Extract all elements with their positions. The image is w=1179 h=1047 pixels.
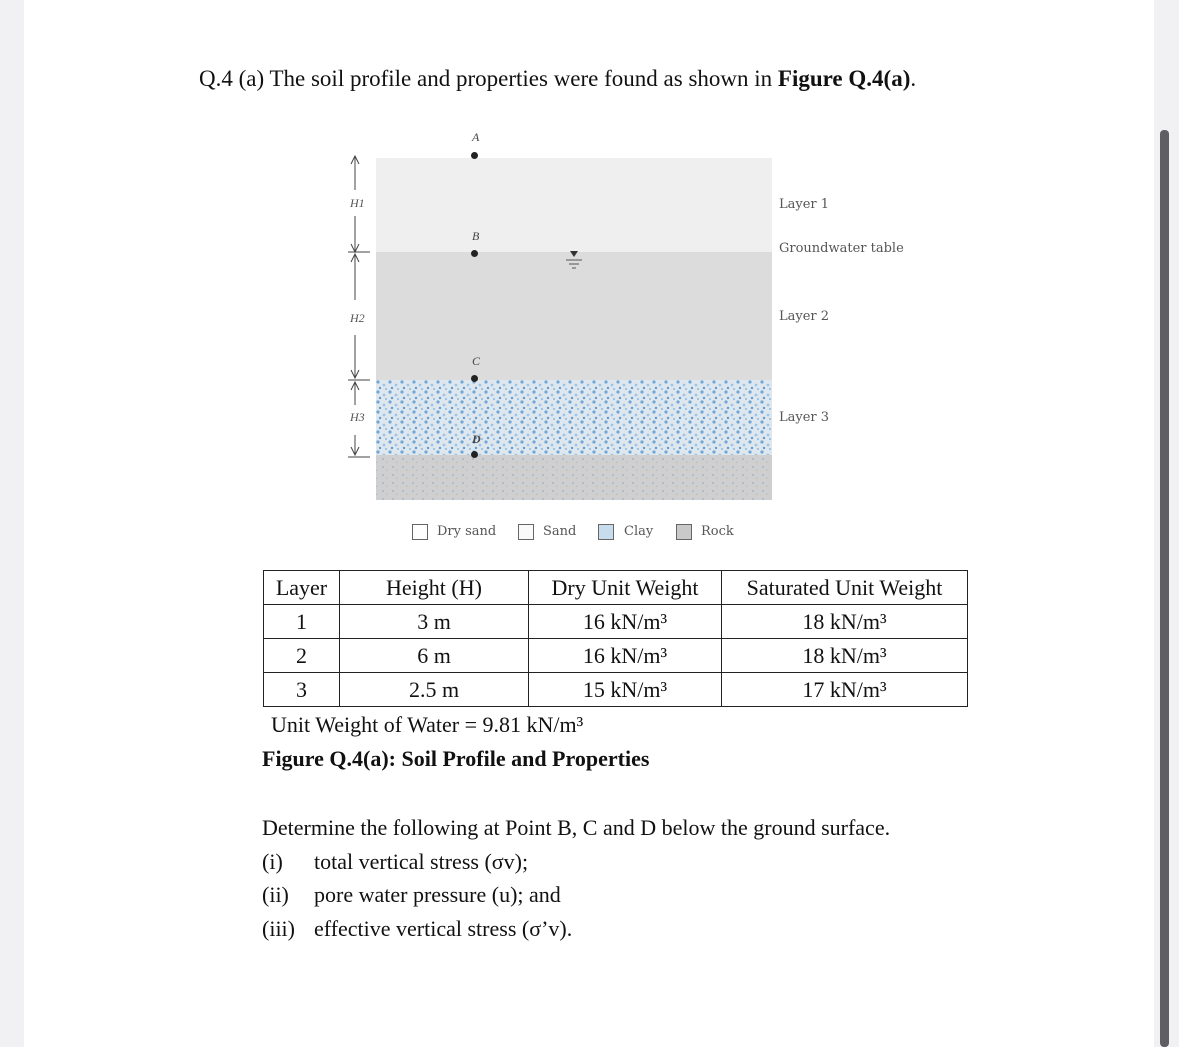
layer1-label: Layer 1	[779, 197, 830, 212]
table-cell: 17 kN/m³	[722, 673, 968, 707]
table-row	[264, 639, 968, 673]
table-row	[264, 605, 968, 639]
table-cell: 6 m	[340, 639, 529, 673]
layer2-sand	[376, 252, 772, 380]
layer2-label: Layer 2	[779, 309, 830, 324]
point-a-marker	[471, 152, 478, 159]
task-item-text: effective vertical stress (σ’v).	[314, 916, 573, 941]
point-d-marker	[471, 451, 478, 458]
legend-sand-label: Sand	[543, 524, 577, 539]
legend-rock-label: Rock	[701, 524, 734, 539]
heading-prefix: Q.4 (a) The soil profile and properties were found as shown in	[199, 66, 778, 91]
point-label-b: B	[472, 229, 480, 243]
groundwater-label: Groundwater table	[779, 241, 904, 256]
table-cell: 3 m	[340, 605, 529, 639]
table-cell: 16 kN/m³	[529, 639, 722, 673]
heading-suffix: .	[910, 66, 917, 91]
rock-base	[376, 455, 772, 500]
task-item-num: (i)	[262, 849, 283, 874]
table-cell: 15 kN/m³	[529, 673, 722, 707]
legend-dry-sand-label: Dry sand	[437, 524, 497, 539]
height-label-h2: H2	[350, 311, 365, 325]
point-label-d: D	[472, 432, 481, 446]
height-label-h3: H3	[350, 410, 365, 424]
point-b-marker	[471, 250, 478, 257]
water-unit-weight-note: Unit Weight of Water = 9.81 kN/m³	[271, 712, 584, 737]
point-label-a: A	[472, 130, 480, 144]
task-item-text: total vertical stress (σv);	[314, 849, 529, 874]
table-header: Saturated Unit Weight	[722, 571, 968, 605]
figure-caption: Figure Q.4(a): Soil Profile and Properties	[262, 746, 650, 771]
legend-clay-swatch	[598, 524, 614, 540]
soil-profile-figure	[340, 120, 800, 520]
table-row	[264, 673, 968, 707]
table-cell: 3	[264, 673, 340, 707]
task-intro: Determine the following at Point B, C and D below the ground surface.	[262, 815, 891, 840]
layer3-clay	[376, 380, 772, 462]
scrollbar[interactable]	[1160, 130, 1169, 1047]
legend-rock-swatch	[676, 524, 692, 540]
layer1-dry-sand	[376, 158, 772, 252]
point-label-c: C	[472, 354, 481, 368]
table-header-row	[264, 571, 968, 605]
task-item-text: pore water pressure (u); and	[314, 882, 561, 907]
task-item-num: (ii)	[262, 882, 289, 907]
task-item-num: (iii)	[262, 916, 295, 941]
point-c-marker	[471, 375, 478, 382]
legend-dry-sand-swatch	[412, 524, 428, 540]
table-cell: 2.5 m	[340, 673, 529, 707]
table-header: Height (H)	[340, 571, 529, 605]
soil-properties-table	[263, 570, 968, 707]
table-cell: 1	[264, 605, 340, 639]
legend-clay-label: Clay	[624, 524, 654, 539]
question-heading	[199, 66, 916, 92]
legend-sand-swatch	[518, 524, 534, 540]
height-label-h1: H1	[350, 196, 365, 210]
heading-figure-ref: Figure Q.4(a)	[777, 66, 911, 91]
table-cell: 18 kN/m³	[722, 639, 968, 673]
table-cell: 2	[264, 639, 340, 673]
layer3-label: Layer 3	[779, 410, 830, 425]
table-header: Layer	[264, 571, 340, 605]
table-cell: 16 kN/m³	[529, 605, 722, 639]
table-header: Dry Unit Weight	[529, 571, 722, 605]
table-cell: 18 kN/m³	[722, 605, 968, 639]
